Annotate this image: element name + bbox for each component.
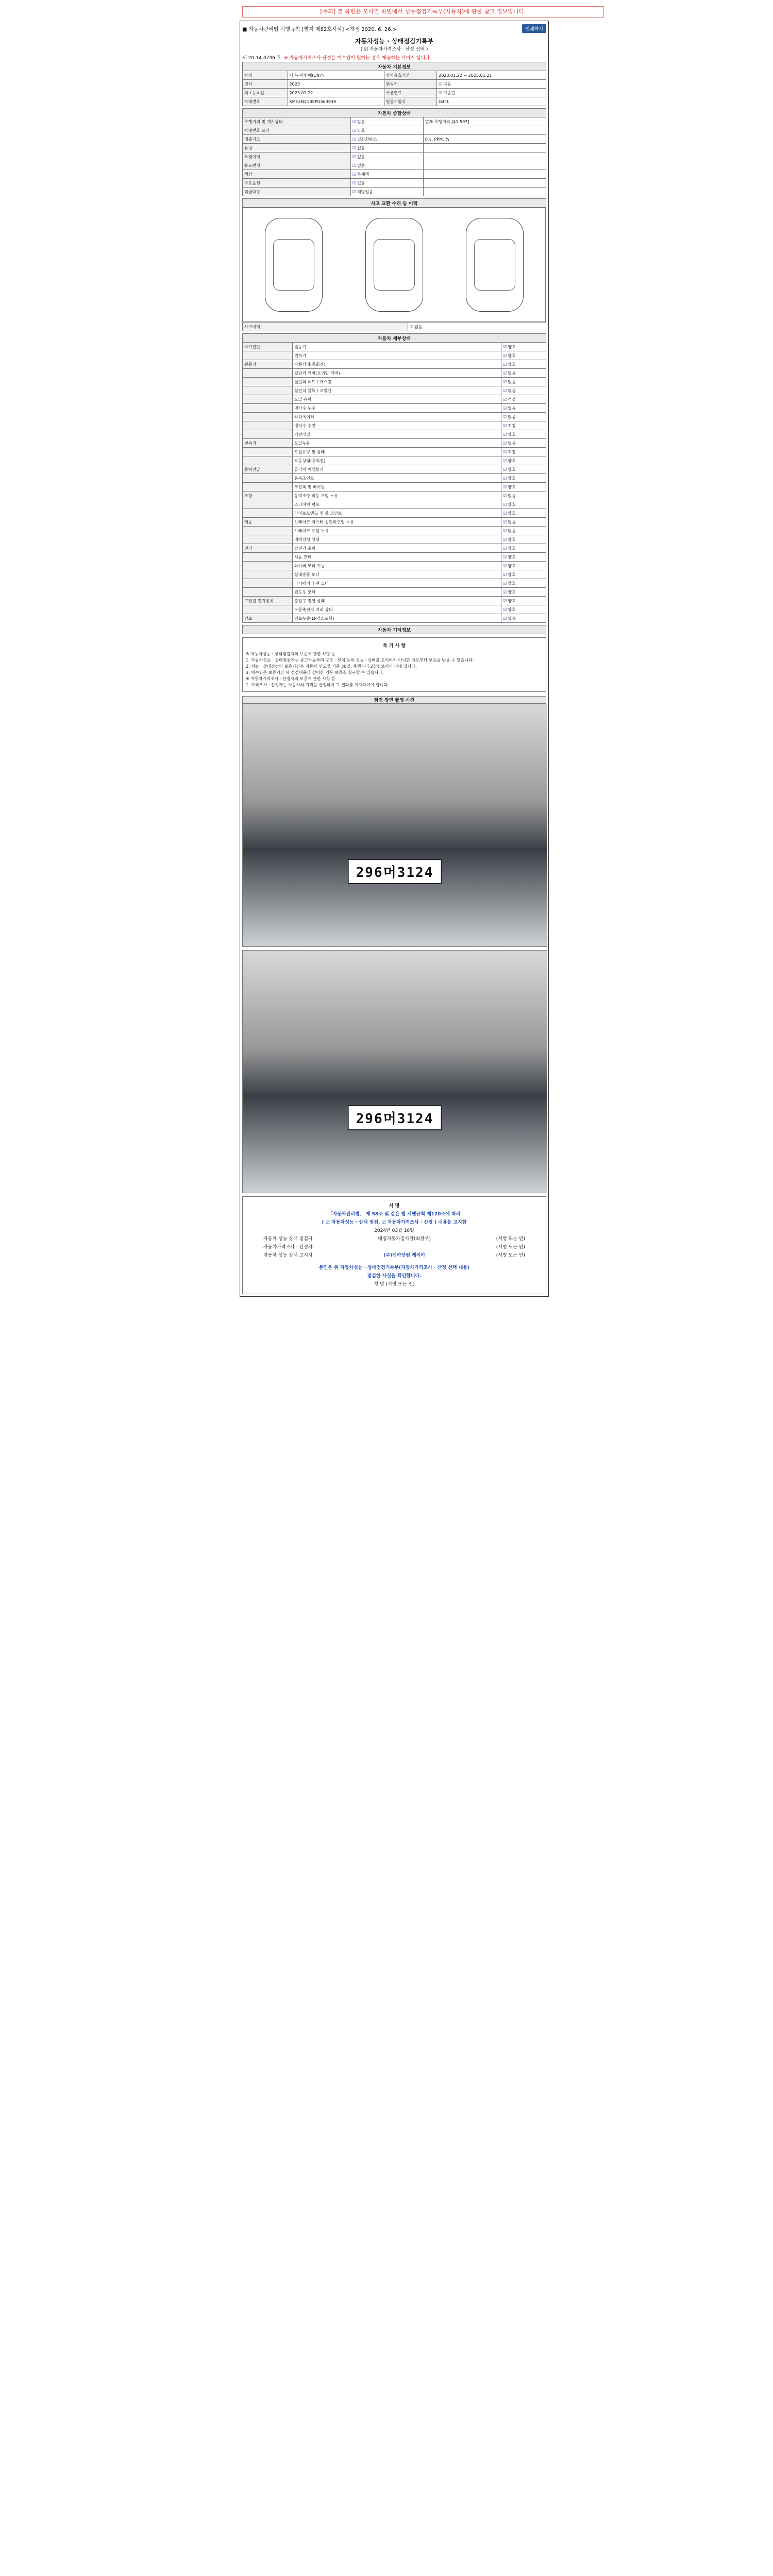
sign-footer1: 본인은 위 자동차성능 · 상태점검기록부(자동차가격조사 · 산정 선택 내용) (318, 1265, 470, 1270)
detail-row (243, 395, 546, 404)
value-accident: ☑ 없음 (408, 323, 546, 331)
detail-group: 연료 (243, 614, 293, 623)
accident-table (242, 198, 546, 331)
summary-note: 0%, PPM, % (423, 135, 546, 144)
section-accident: 사고 교환 수리 등 이력 (243, 199, 546, 208)
detail-row (243, 386, 546, 395)
detail-row (243, 360, 546, 369)
seller-name: (주)엔카닷컴 케이카 (383, 1253, 426, 1258)
detail-item: 변속기 (293, 351, 501, 360)
detail-row (243, 465, 546, 474)
summary-row (243, 170, 546, 179)
summary-status: ☑ 없음 (350, 161, 423, 170)
detail-group (243, 430, 293, 439)
detail-row (243, 597, 546, 605)
form-reference: ■ 자동차관리법 시행규칙 [별지 제82호서식] <개정 2020. 6. 26.> (242, 26, 397, 32)
detail-item: 실린더 헤드 / 개스킷 (293, 378, 501, 386)
summary-row (243, 179, 546, 188)
detail-status: ☑ 없음 (501, 527, 546, 535)
license-plate: 296머3124 (348, 1105, 442, 1130)
summary-status: ☑ 없음 (350, 152, 423, 161)
summary-item: 튜닝 (243, 144, 351, 152)
inspector-label: 자동차 성능 상태 점검자 (263, 1236, 313, 1242)
detail-item: 브레이크 오일 누유 (293, 527, 501, 535)
detail-item: 발전기 출력 (293, 544, 501, 553)
detail-status: ☑ 없음 (501, 378, 546, 386)
page-title: 자동차성능 · 상태점검기록부 (355, 38, 434, 45)
sign-line1: 「자동차관리법」 제 58조 및 같은 법 시행규칙 제120조에 따라 (328, 1212, 461, 1217)
detail-group (243, 579, 293, 588)
label-model: 차명 (243, 71, 288, 80)
detail-item: 라디에이터 팬 모터 (293, 579, 501, 588)
detail-status: ☑ 양호 (501, 456, 546, 465)
sign-note: (서명 또는 인) (496, 1236, 525, 1242)
detail-item: 동력조향 작동 오일 누유 (293, 492, 501, 500)
summary-note (423, 170, 546, 179)
print-button[interactable]: 인쇄하기 (522, 24, 546, 33)
detail-item: 라디에이터 (293, 413, 501, 421)
value-year: 2023 (288, 80, 384, 89)
summary-status: ☑ 해당없음 (350, 188, 423, 196)
detail-status: ☑ 양호 (501, 535, 546, 544)
detail-status: ☑ 양호 (501, 588, 546, 597)
detail-item: 윈도우 모터 (293, 588, 501, 597)
detail-group (243, 562, 293, 570)
detail-group (243, 456, 293, 465)
detail-group (243, 535, 293, 544)
detail-status: ☑ 없음 (501, 413, 546, 421)
detail-row (243, 343, 546, 351)
detail-status: ☑ 양호 (501, 360, 546, 369)
detail-group (243, 570, 293, 579)
summary-row (243, 144, 546, 152)
detail-group (243, 351, 293, 360)
label-engine: 원동기형식 (384, 97, 436, 106)
detail-group (243, 413, 293, 421)
detail-row (243, 509, 546, 518)
detail-status: ☑ 양호 (501, 597, 546, 605)
detail-group (243, 386, 293, 395)
detail-group (243, 448, 293, 456)
label-year: 연식 (243, 80, 288, 89)
sign-note: (서명 또는 인) (496, 1245, 525, 1250)
detail-group (243, 404, 293, 413)
detail-item: 실린더 커버(로커암 커버) (293, 369, 501, 378)
sign-date: 2024년 03월 18일 (374, 1228, 414, 1233)
label-inspection-period: 검사유효기간 (384, 71, 436, 80)
summary-table (242, 108, 546, 196)
detail-item: 충전구 절연 상태 (293, 597, 501, 605)
inspection-document (240, 21, 549, 1297)
seller-label: 자동차 성능 상태 고지자 (263, 1253, 313, 1258)
detail-row (243, 413, 546, 421)
detail-group (243, 553, 293, 562)
detail-status: ☑ 양호 (501, 605, 546, 614)
detail-group: 고전원 전기장치 (243, 597, 293, 605)
detail-row (243, 605, 546, 614)
detail-status: ☑ 적정 (501, 448, 546, 456)
detail-row (243, 518, 546, 527)
label-accident: 사고이력 (243, 323, 408, 331)
detail-row (243, 404, 546, 413)
summary-status: ☑ 일산화탄소 (350, 135, 423, 144)
detail-row (243, 378, 546, 386)
value-fuel: ☑ 가솔린 (437, 89, 546, 97)
detail-status: ☑ 양호 (501, 351, 546, 360)
value-vin: KMHLN41BEPU463939 (288, 97, 384, 106)
detail-status: ☑ 없음 (501, 492, 546, 500)
detail-group (243, 378, 293, 386)
summary-note (423, 144, 546, 152)
detail-status: ☑ 양호 (501, 343, 546, 351)
notes-title: 특 기 사 항 (382, 643, 406, 649)
inspection-photo-rear (242, 950, 547, 1193)
detail-row (243, 439, 546, 448)
detail-group (243, 483, 293, 492)
detail-group (243, 395, 293, 404)
sign-note: (서명 또는 인) (496, 1253, 525, 1258)
value-inspection-period: 2023.01.22 ~ 2025.01.21 (437, 71, 546, 80)
section-basic-info: 자동차 기본정보 (243, 62, 546, 71)
note-line: ※ 자동차성능 · 상태점검자의 보증에 관한 사항 등 (246, 652, 335, 656)
detail-row (243, 553, 546, 562)
summary-item: 특별이력 (243, 152, 351, 161)
detail-row (243, 527, 546, 535)
doc-number: 제 20-14-0736 호 (242, 56, 281, 61)
summary-row (243, 117, 546, 126)
detail-row (243, 483, 546, 492)
detail-item: 오일누유 (293, 439, 501, 448)
summary-item: 색상 (243, 170, 351, 179)
label-transmission: 변속기 (384, 80, 436, 89)
detail-status: ☑ 양호 (501, 465, 546, 474)
summary-row (243, 126, 546, 135)
detail-status: ☑ 없음 (501, 518, 546, 527)
summary-note (423, 188, 546, 196)
doc-notice: ※ 자동차가격조사·산정은 매수인이 원하는 경우 제공하는 서비스 입니다. (284, 56, 431, 61)
detail-group (243, 369, 293, 378)
detail-item: 오일 유량 (293, 395, 501, 404)
detail-status: ☑ 양호 (501, 579, 546, 588)
sign-footer3: 성 명 (서명 또는 인) (374, 1282, 415, 1287)
detail-group: 변속기 (243, 439, 293, 448)
license-plate: 296머3124 (348, 859, 442, 884)
sign-footer2: 점검한 사실을 확인합니다. (367, 1274, 422, 1279)
summary-status: ☑ 무채색 (350, 170, 423, 179)
section-other: 자동차 기타정보 (243, 625, 546, 634)
summary-note (423, 152, 546, 161)
note-line: 3. 매수인은 보증기간 내 점검내용과 상이한 경우 보증을 청구할 수 있습니다. (246, 670, 384, 675)
detail-group: 조향 (243, 492, 293, 500)
detail-status: ☑ 양호 (501, 544, 546, 553)
summary-status: ☑ 많음 (350, 117, 423, 126)
detail-group: 원동기 (243, 360, 293, 369)
car-top-icon (365, 218, 423, 312)
detail-status: ☑ 양호 (501, 570, 546, 579)
detail-group (243, 527, 293, 535)
detail-row (243, 570, 546, 579)
detail-status: ☑ 양호 (501, 553, 546, 562)
detail-row (243, 492, 546, 500)
detail-row (243, 579, 546, 588)
detail-row (243, 351, 546, 360)
section-summary: 자동차 종합상태 (243, 109, 546, 117)
summary-note (423, 161, 546, 170)
other-info-table (242, 625, 546, 634)
detail-status: ☑ 없음 (501, 614, 546, 623)
detail-group (243, 474, 293, 483)
detail-item: 실린더 블록 / 오일팬 (293, 386, 501, 395)
summary-item: 차대번호 표기 (243, 126, 351, 135)
detail-table (242, 333, 546, 623)
summary-row (243, 161, 546, 170)
detail-status: ☑ 없음 (501, 386, 546, 395)
detail-item: 실내송풍 모터 (293, 570, 501, 579)
summary-note: 현재 주행거리 [41,597] (423, 117, 546, 126)
detail-group (243, 588, 293, 597)
summary-item: 배출가스 (243, 135, 351, 144)
label-fuel: 사용연료 (384, 89, 436, 97)
basic-info-table (242, 62, 546, 106)
note-line: 1. 자동차성능 · 상태점검자는 중고자동차의 구조 · 장치 등의 성능 · 상태를 고지하지 아니한 자로부터 보증을 받을 수 있습니다. (246, 658, 474, 663)
car-side-right-icon (466, 218, 524, 312)
summary-row (243, 152, 546, 161)
detail-row (243, 500, 546, 509)
note-line: 1. 가격조사 · 산정자는 자동차의 가격을 산정하여 그 결과를 기재하여야 합니다. (246, 683, 389, 687)
detail-item: 냉각수 누수 (293, 404, 501, 413)
detail-item: 냉각수 수량 (293, 421, 501, 430)
detail-status: ☑ 양호 (501, 474, 546, 483)
detail-item: 클러치 어셈블리 (293, 465, 501, 474)
note-line: ※ 자동차가격조사 · 산정자의 보증에 관한 사항 등 (246, 676, 335, 681)
detail-item: 배력장치 상태 (293, 535, 501, 544)
car-diagram (243, 208, 546, 322)
note-line: 2. 성능 · 상태점검의 보증기간은 자동차 인도일 기준 30일, 주행거리 2천킬로미터 이내 입니다. (246, 664, 417, 669)
detail-item: 스티어링 펌프 (293, 500, 501, 509)
summary-item: 주행거리 및 계기상태 (243, 117, 351, 126)
detail-status: ☑ 적정 (501, 395, 546, 404)
notice-banner: [주의] 본 화면은 모바일 화면에서 성능점검기록부(자동차)에 관한 참고 정보입니다. (242, 6, 604, 18)
detail-status: ☑ 양호 (501, 562, 546, 570)
detail-item: 추진축 및 베어링 (293, 483, 501, 492)
detail-item: 작동상태(공회전) (293, 360, 501, 369)
detail-status: ☑ 양호 (501, 500, 546, 509)
summary-row (243, 188, 546, 196)
summary-row (243, 135, 546, 144)
detail-row (243, 448, 546, 456)
car-side-left-icon (265, 218, 323, 312)
detail-group: 동력전달 (243, 465, 293, 474)
summary-status: ☑ 있음 (350, 179, 423, 188)
detail-item: 작동상태(공회전) (293, 456, 501, 465)
detail-row (243, 369, 546, 378)
page-subtitle: ( ☑ 자동차가격조사 · 산정 선택 ) (360, 47, 428, 52)
detail-row (243, 562, 546, 570)
detail-row (243, 421, 546, 430)
summary-note (423, 179, 546, 188)
value-model: 더 뉴 아반떼(CN7) (288, 71, 384, 80)
detail-group (243, 509, 293, 518)
summary-item: 용도변경 (243, 161, 351, 170)
detail-item: 오일유량 및 상태 (293, 448, 501, 456)
detail-group: 자기진단 (243, 343, 293, 351)
detail-status: ☑ 양호 (501, 430, 546, 439)
detail-row (243, 588, 546, 597)
detail-item: 브레이크 마스터 실린더오일 누유 (293, 518, 501, 527)
price-label: 자동차가격조사 · 산정자 (263, 1245, 313, 1250)
detail-status: ☑ 없음 (501, 404, 546, 413)
detail-item: 원동기 (293, 343, 501, 351)
detail-item: 커먼레일 (293, 430, 501, 439)
inspector-name: 대림자동차검사장(최창우) (378, 1236, 431, 1242)
detail-group: 제동 (243, 518, 293, 527)
detail-group: 전기 (243, 544, 293, 553)
detail-item: 구동축전지 격리 상태 (293, 605, 501, 614)
detail-row (243, 430, 546, 439)
label-first-reg: 최초등록일 (243, 89, 288, 97)
detail-status: ☑ 없음 (501, 439, 546, 448)
detail-item: 시동 모터 (293, 553, 501, 562)
detail-row (243, 544, 546, 553)
sign-title: 서 명 (389, 1204, 400, 1209)
special-notes (242, 637, 546, 692)
summary-status: ☑ 양호 (350, 126, 423, 135)
summary-note (423, 126, 546, 135)
detail-group (243, 500, 293, 509)
sign-line2: ( ☑ 자동차성능 · 상태 점검, ☑ 자동차가격조사 · 산정 ) 내용을 고지함 (322, 1220, 467, 1225)
summary-item: 주요옵션 (243, 179, 351, 188)
detail-row (243, 535, 546, 544)
summary-status: ☑ 없음 (350, 144, 423, 152)
doc-meta (242, 54, 546, 61)
photo-section-title: 점검 장면 촬영 사진 (242, 696, 546, 704)
detail-item: 와이퍼 모터 기능 (293, 562, 501, 570)
inspection-photo-front (242, 704, 547, 947)
detail-status: ☑ 양호 (501, 509, 546, 518)
detail-status: ☑ 없음 (501, 369, 546, 378)
detail-item: 타이로드엔드 및 볼 조인트 (293, 509, 501, 518)
detail-group (243, 421, 293, 430)
detail-row (243, 456, 546, 465)
summary-item: 리콜대상 (243, 188, 351, 196)
detail-row (243, 614, 546, 623)
detail-group (243, 605, 293, 614)
detail-status: ☑ 양호 (501, 483, 546, 492)
detail-item: 연료누출(LP가스포함) (293, 614, 501, 623)
detail-status: ☑ 적정 (501, 421, 546, 430)
label-vin: 차대번호 (243, 97, 288, 106)
section-detail: 자동차 세부상태 (243, 334, 546, 343)
detail-row (243, 474, 546, 483)
value-first-reg: 2023.01.22 (288, 89, 384, 97)
value-engine: G4FL (437, 97, 546, 106)
signature-box (242, 1196, 546, 1294)
value-transmission: ☑ 자동 (437, 80, 546, 89)
detail-item: 등속조인트 (293, 474, 501, 483)
